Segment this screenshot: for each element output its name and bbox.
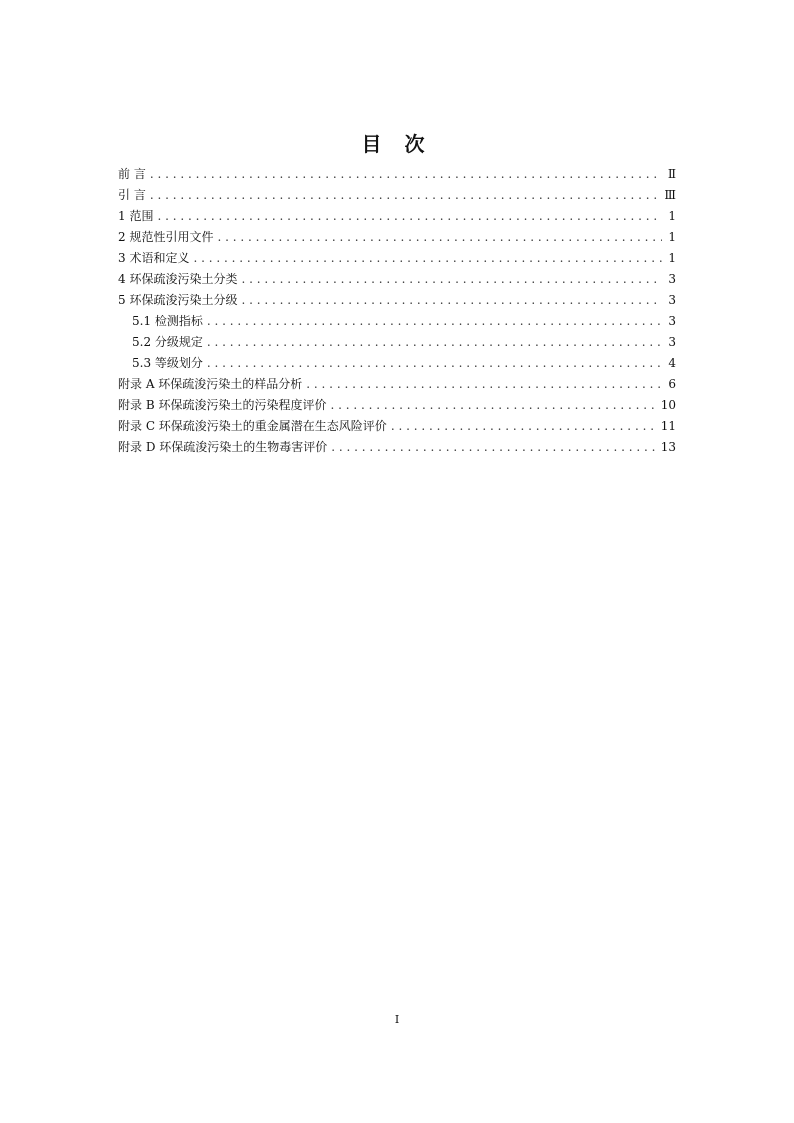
- toc-leader-dots: [207, 332, 662, 353]
- toc-entry-page: 4: [668, 356, 676, 370]
- toc-entry-label: 4 环保疏浚污染土分类: [118, 272, 238, 286]
- toc-entry-page: 3: [668, 335, 676, 349]
- toc-entry-label: 5.3 等级划分: [132, 356, 203, 370]
- toc-entry[interactable]: [118, 290, 676, 311]
- table-of-contents: [118, 164, 676, 458]
- toc-leader-dots: [150, 164, 662, 185]
- toc-entry[interactable]: [118, 206, 676, 227]
- toc-entry-page: 3: [668, 293, 676, 307]
- toc-entry-page: 10: [660, 398, 676, 412]
- toc-entry[interactable]: [118, 374, 676, 395]
- toc-entry[interactable]: [118, 248, 676, 269]
- toc-subentry[interactable]: [118, 332, 676, 353]
- toc-entry-label: 附录 A 环保疏浚污染土的样品分析: [118, 377, 303, 391]
- toc-entry-label: 5 环保疏浚污染土分级: [118, 293, 238, 307]
- toc-leader-dots: [306, 374, 662, 395]
- toc-entry-label: 附录 D 环保疏浚污染土的生物毒害评价: [118, 440, 328, 454]
- toc-entry-label: 附录 B 环保疏浚污染土的污染程度评价: [118, 398, 327, 412]
- toc-entry-page: Ⅲ: [664, 188, 676, 202]
- page-title: 目 次: [361, 132, 433, 156]
- toc-entry-page: 6: [668, 377, 676, 391]
- toc-leader-dots: [391, 416, 657, 437]
- toc-subentry[interactable]: [118, 353, 676, 374]
- toc-entry[interactable]: [118, 269, 676, 290]
- toc-entry-page: 11: [660, 419, 676, 433]
- toc-entry-page: 13: [660, 440, 676, 454]
- toc-entry-label: 2 规范性引用文件: [118, 230, 214, 244]
- toc-entry-label: 5.1 检测指标: [132, 314, 203, 328]
- toc-leader-dots: [193, 248, 662, 269]
- toc-entry-page: 1: [668, 209, 676, 223]
- toc-entry[interactable]: [118, 416, 676, 437]
- toc-entry-label: 引 言: [118, 188, 146, 202]
- toc-entry-label: 5.2 分级规定: [132, 335, 203, 349]
- toc-entry-label: 3 术语和定义: [118, 251, 190, 265]
- toc-entry-label: 1 范围: [118, 209, 154, 223]
- toc-leader-dots: [241, 269, 662, 290]
- toc-leader-dots: [217, 227, 662, 248]
- toc-leader-dots: [157, 206, 662, 227]
- toc-entry-page: 3: [668, 314, 676, 328]
- toc-entry-page: 1: [668, 251, 676, 265]
- footer-page-number: I: [394, 1013, 400, 1026]
- toc-entry[interactable]: [118, 437, 676, 458]
- toc-leader-dots: [241, 290, 662, 311]
- toc-leader-dots: [207, 311, 662, 332]
- toc-leader-dots: [330, 395, 656, 416]
- toc-subentry[interactable]: [118, 311, 676, 332]
- toc-leader-dots: [150, 185, 661, 206]
- toc-entry[interactable]: [118, 185, 676, 206]
- toc-entry-label: 前 言: [118, 167, 146, 181]
- toc-entry-page: 1: [668, 230, 676, 244]
- toc-entry[interactable]: [118, 227, 676, 248]
- toc-entry-label: 附录 C 环保疏浚污染土的重金属潜在生态风险评价: [118, 419, 387, 433]
- toc-entry-page: Ⅱ: [667, 167, 676, 181]
- toc-entry[interactable]: [118, 164, 676, 185]
- toc-leader-dots: [331, 437, 656, 458]
- toc-entry-page: 3: [668, 272, 676, 286]
- toc-entry[interactable]: [118, 395, 676, 416]
- toc-leader-dots: [207, 353, 662, 374]
